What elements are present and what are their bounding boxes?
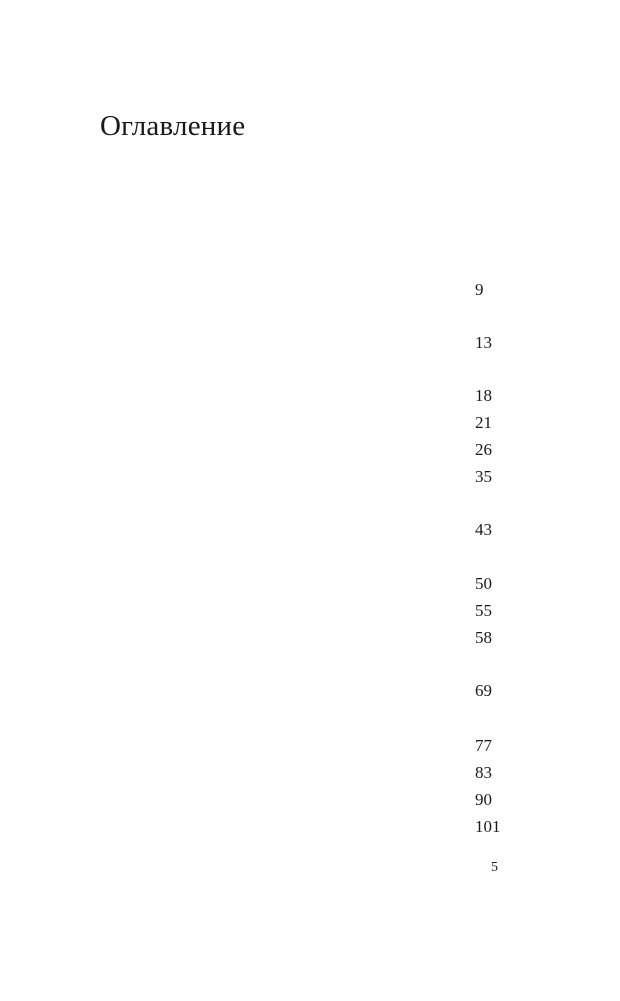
- toc-entry-page: 50: [475, 574, 492, 593]
- toc-entry-page: 90: [475, 790, 492, 809]
- toc-entry-page: 35: [475, 467, 492, 486]
- toc-section-page: 69: [475, 681, 492, 700]
- toc-entry-page: 101: [475, 817, 501, 836]
- toc-section-page: 43: [475, 520, 492, 539]
- toc-entry-page: 9: [475, 280, 484, 299]
- toc-entry-page: 21: [475, 413, 492, 432]
- toc-entry-page: 77: [475, 736, 492, 755]
- toc-entry-page: 18: [475, 386, 492, 405]
- toc-entry-page: 58: [475, 628, 492, 647]
- page-number: 5: [491, 860, 498, 875]
- toc-entry-page: 83: [475, 763, 492, 782]
- toc-entry-page: 26: [475, 440, 492, 459]
- toc-section-page: 13: [475, 333, 492, 352]
- toc-entry-page: 55: [475, 601, 492, 620]
- page-title: Оглавление: [100, 110, 246, 142]
